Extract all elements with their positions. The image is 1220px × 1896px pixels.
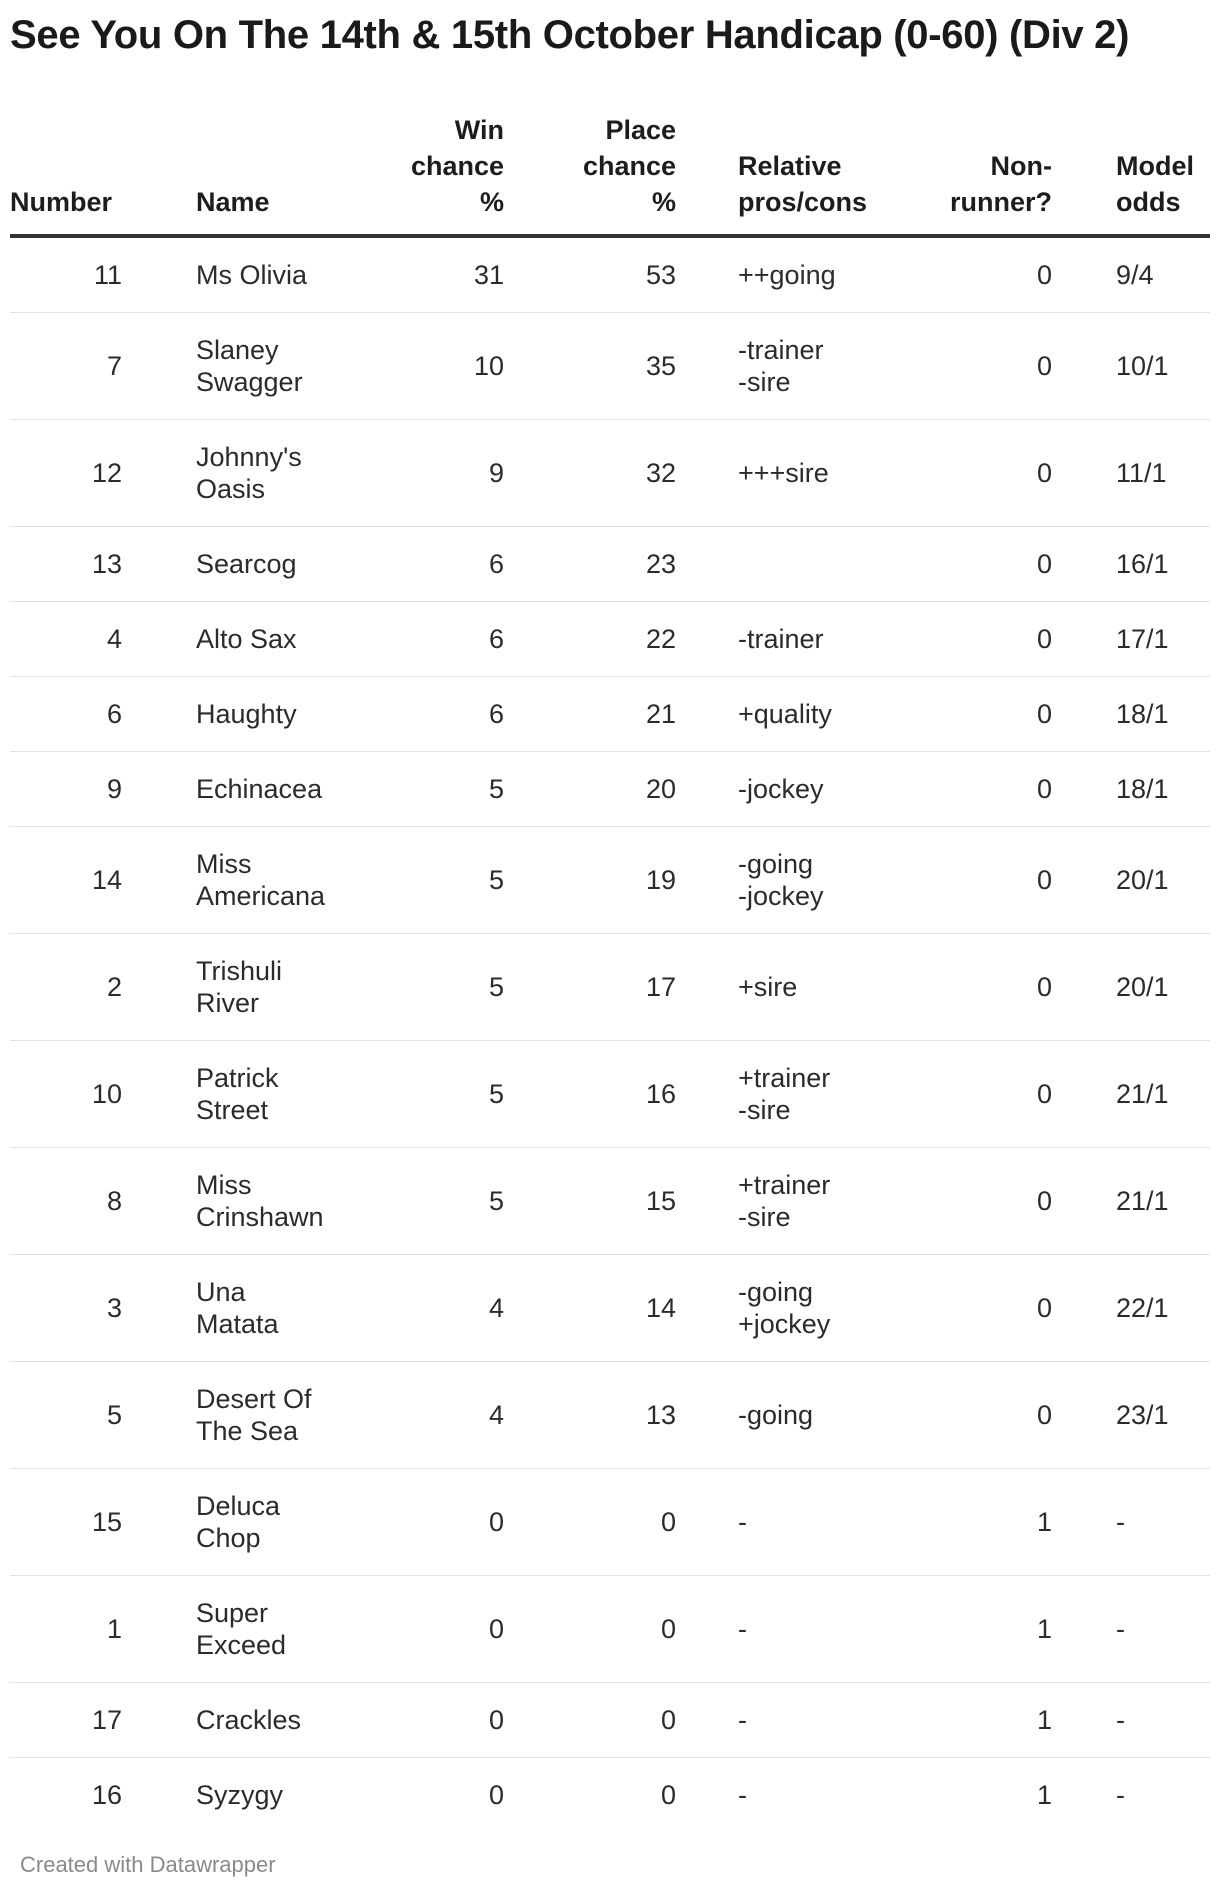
cell-number: 3 <box>10 1255 122 1362</box>
table-row <box>10 752 1210 827</box>
cell-number: 4 <box>10 602 122 677</box>
race-table <box>10 112 1210 1832</box>
cell-nonrunner: 0 <box>918 1041 1052 1148</box>
cell-pros <box>738 313 918 420</box>
header-nonrunner: Non- runner? <box>918 112 1052 236</box>
cell-place: 17 <box>504 934 676 1041</box>
table-row <box>10 1576 1210 1683</box>
cell-name <box>196 236 346 313</box>
cell-nonrunner: 0 <box>918 1255 1052 1362</box>
pros-cons-item: ++going <box>738 260 836 290</box>
horse-name: Syzygy <box>196 1780 284 1810</box>
cell-win: 6 <box>346 677 504 752</box>
horse-name: Slaney Swagger <box>196 335 303 397</box>
pros-cons-item: -trainer <box>738 335 824 365</box>
horse-name: Patrick Street <box>196 1063 279 1125</box>
pros-cons-item: +++sire <box>738 458 829 488</box>
cell-pros <box>738 934 918 1041</box>
cell-name <box>196 1576 346 1683</box>
pros-cons-item: +quality <box>738 699 832 729</box>
cell-odds: - <box>1116 1780 1125 1810</box>
cell-odds: 20/1 <box>1116 934 1210 1041</box>
horse-name: Miss Americana <box>196 849 326 911</box>
cell-pros <box>738 602 918 677</box>
cell-odds: 22/1 <box>1116 1255 1210 1362</box>
cell-win: 5 <box>346 1041 504 1148</box>
cell-nonrunner: 0 <box>918 420 1052 527</box>
cell-number: 14 <box>10 827 122 934</box>
horse-name: Crackles <box>196 1705 302 1735</box>
cell-place: 23 <box>504 527 676 602</box>
cell-number: 15 <box>10 1469 122 1576</box>
cell-odds: 11/1 <box>1116 420 1210 527</box>
header-number: Number <box>10 112 122 236</box>
cell-name <box>196 752 346 827</box>
cell-number: 5 <box>10 1362 122 1469</box>
cell-name <box>196 527 346 602</box>
cell-odds: 21/1 <box>1116 1041 1210 1148</box>
cell-pros <box>738 827 918 934</box>
cell-number: 10 <box>10 1041 122 1148</box>
cell-nonrunner: 0 <box>918 313 1052 420</box>
pros-cons-item: +trainer <box>738 1170 831 1200</box>
cell-pros <box>738 1469 918 1576</box>
cell-name <box>196 313 346 420</box>
cell-pros <box>738 677 918 752</box>
pros-cons-item: - <box>738 1705 747 1735</box>
cell-place: 0 <box>504 1683 676 1758</box>
table-row <box>10 1255 1210 1362</box>
cell-nonrunner: 0 <box>918 527 1052 602</box>
cell-pros <box>738 236 918 313</box>
cell-name <box>196 827 346 934</box>
cell-win: 5 <box>346 934 504 1041</box>
cell-win: 5 <box>346 827 504 934</box>
table-row <box>10 313 1210 420</box>
cell-odds: - <box>1116 1469 1210 1576</box>
cell-place: 35 <box>504 313 676 420</box>
cell-number: 17 <box>10 1683 122 1758</box>
horse-name: Desert Of The Sea <box>196 1384 312 1446</box>
cell-place: 32 <box>504 420 676 527</box>
cell-win: 4 <box>346 1362 504 1469</box>
cell-nonrunner: 0 <box>918 1148 1052 1255</box>
cell-name <box>196 934 346 1041</box>
cell-nonrunner: 0 <box>918 752 1052 827</box>
cell-odds: 20/1 <box>1116 827 1210 934</box>
pros-cons-item: +jockey <box>738 1309 831 1339</box>
chart-container <box>10 0 1210 1877</box>
cell-odds: 23/1 <box>1116 1362 1210 1469</box>
table-row <box>10 1148 1210 1255</box>
cell-name <box>196 1683 346 1758</box>
table-row <box>10 827 1210 934</box>
cell-pros <box>738 1148 918 1255</box>
cell-nonrunner: 1 <box>918 1576 1052 1683</box>
horse-name: Miss Crinshawn <box>196 1170 324 1232</box>
cell-place: 53 <box>504 236 676 313</box>
horse-name: Deluca Chop <box>196 1491 281 1553</box>
cell-pros <box>738 527 918 602</box>
cell-place: 0 <box>660 1780 676 1810</box>
cell-pros <box>738 752 918 827</box>
cell-place: 21 <box>504 677 676 752</box>
cell-win: 0 <box>346 1683 504 1758</box>
header-row <box>10 112 1210 236</box>
pros-cons-item: - <box>738 1507 747 1537</box>
table-row <box>10 934 1210 1041</box>
cell-number: 9 <box>10 752 122 827</box>
table-row <box>10 1683 1210 1758</box>
pros-cons-item: -jockey <box>738 881 824 911</box>
table-row <box>10 677 1210 752</box>
cell-odds: 16/1 <box>1116 527 1210 602</box>
cell-place: 14 <box>504 1255 676 1362</box>
table-row <box>10 1041 1210 1148</box>
table-row <box>10 236 1210 313</box>
cell-nonrunner: 0 <box>918 602 1052 677</box>
pros-cons-item: - <box>738 1780 747 1810</box>
cell-nonrunner: 0 <box>918 1362 1052 1469</box>
pros-cons-item: -trainer <box>738 624 824 654</box>
cell-place: 19 <box>504 827 676 934</box>
cell-place: 20 <box>504 752 676 827</box>
horse-name: Ms Olivia <box>196 260 308 290</box>
header-place: Place chance % <box>504 112 676 236</box>
cell-nonrunner: 1 <box>918 1683 1052 1758</box>
cell-odds: 18/1 <box>1116 677 1210 752</box>
cell-nonrunner: 1 <box>1036 1780 1052 1810</box>
cell-nonrunner: 0 <box>918 827 1052 934</box>
cell-place: 15 <box>504 1148 676 1255</box>
cell-number: 6 <box>10 677 122 752</box>
cell-number: 1 <box>10 1576 122 1683</box>
cell-nonrunner: 0 <box>918 677 1052 752</box>
cell-name <box>196 1148 346 1255</box>
cell-place: 0 <box>504 1469 676 1576</box>
cell-win: 10 <box>346 313 504 420</box>
cell-number: 2 <box>10 934 122 1041</box>
cell-name <box>196 1758 346 1833</box>
cell-name <box>196 1362 346 1469</box>
cell-win: 6 <box>346 602 504 677</box>
cell-place: 13 <box>504 1362 676 1469</box>
cell-odds: 17/1 <box>1116 602 1210 677</box>
cell-odds: 18/1 <box>1116 752 1210 827</box>
pros-cons-item: -jockey <box>738 774 824 804</box>
cell-pros <box>738 1255 918 1362</box>
datawrapper-credit: Created with Datawrapper <box>20 1852 276 1877</box>
cell-pros <box>738 1041 918 1148</box>
header-win: Win chance % <box>346 112 504 236</box>
header-pros: Relative pros/cons <box>738 112 918 236</box>
cell-win: 0 <box>346 1469 504 1576</box>
horse-name: Super Exceed <box>196 1598 287 1660</box>
pros-cons-item: -going <box>738 1400 814 1430</box>
pros-cons-item: +sire <box>738 972 798 1002</box>
pros-cons-item: -sire <box>738 1202 791 1232</box>
horse-name: Searcog <box>196 549 297 579</box>
cell-odds: 10/1 <box>1116 313 1210 420</box>
table-row <box>10 1758 1210 1833</box>
cell-number: 16 <box>91 1780 122 1810</box>
pros-cons-item: -going <box>738 1277 814 1307</box>
cell-nonrunner: 0 <box>918 236 1052 313</box>
cell-number: 12 <box>10 420 122 527</box>
horse-name: Trishuli River <box>196 956 283 1018</box>
horse-name: Alto Sax <box>196 624 297 654</box>
cell-win: 31 <box>346 236 504 313</box>
table-body <box>10 236 1210 1832</box>
cell-name <box>196 1255 346 1362</box>
cell-number: 8 <box>10 1148 122 1255</box>
header-odds: Model odds <box>1116 112 1210 236</box>
table-row <box>10 602 1210 677</box>
cell-name <box>196 1469 346 1576</box>
horse-name: Haughty <box>196 699 297 729</box>
pros-cons-item: +trainer <box>738 1063 831 1093</box>
cell-name <box>196 602 346 677</box>
cell-win: 0 <box>346 1576 504 1683</box>
pros-cons-item: -sire <box>738 367 791 397</box>
cell-win: 5 <box>346 752 504 827</box>
horse-name: Echinacea <box>196 774 323 804</box>
cell-name <box>196 677 346 752</box>
cell-odds: - <box>1116 1683 1210 1758</box>
cell-win: 4 <box>346 1255 504 1362</box>
table-row <box>10 1469 1210 1576</box>
cell-pros <box>738 1576 918 1683</box>
cell-place: 16 <box>504 1041 676 1148</box>
chart-title: See You On The 14th & 15th October Handicap (0-60) (Div 2) <box>10 13 1130 57</box>
cell-nonrunner: 1 <box>918 1469 1052 1576</box>
table-row <box>10 1362 1210 1469</box>
cell-odds: 21/1 <box>1116 1148 1210 1255</box>
header-name: Name <box>196 112 346 236</box>
cell-odds: - <box>1116 1576 1210 1683</box>
horse-name: Una Matata <box>196 1277 279 1339</box>
cell-win: 6 <box>346 527 504 602</box>
table-row <box>10 420 1210 527</box>
cell-number: 13 <box>10 527 122 602</box>
horse-name: Johnny's Oasis <box>196 442 302 504</box>
cell-place: 0 <box>504 1576 676 1683</box>
cell-number: 11 <box>10 236 122 313</box>
cell-odds: 9/4 <box>1116 236 1210 313</box>
pros-cons-item: -going <box>738 849 814 879</box>
cell-pros <box>738 1683 918 1758</box>
cell-pros <box>738 1758 918 1833</box>
cell-number: 7 <box>10 313 122 420</box>
cell-win: 5 <box>346 1148 504 1255</box>
cell-pros <box>738 1362 918 1469</box>
table-row <box>10 527 1210 602</box>
pros-cons-item: - <box>738 1614 747 1644</box>
cell-win: 0 <box>488 1780 504 1810</box>
cell-win: 9 <box>346 420 504 527</box>
cell-name <box>196 420 346 527</box>
cell-name <box>196 1041 346 1148</box>
cell-nonrunner: 0 <box>918 934 1052 1041</box>
pros-cons-item: -sire <box>738 1095 791 1125</box>
cell-pros <box>738 420 918 527</box>
cell-place: 22 <box>504 602 676 677</box>
